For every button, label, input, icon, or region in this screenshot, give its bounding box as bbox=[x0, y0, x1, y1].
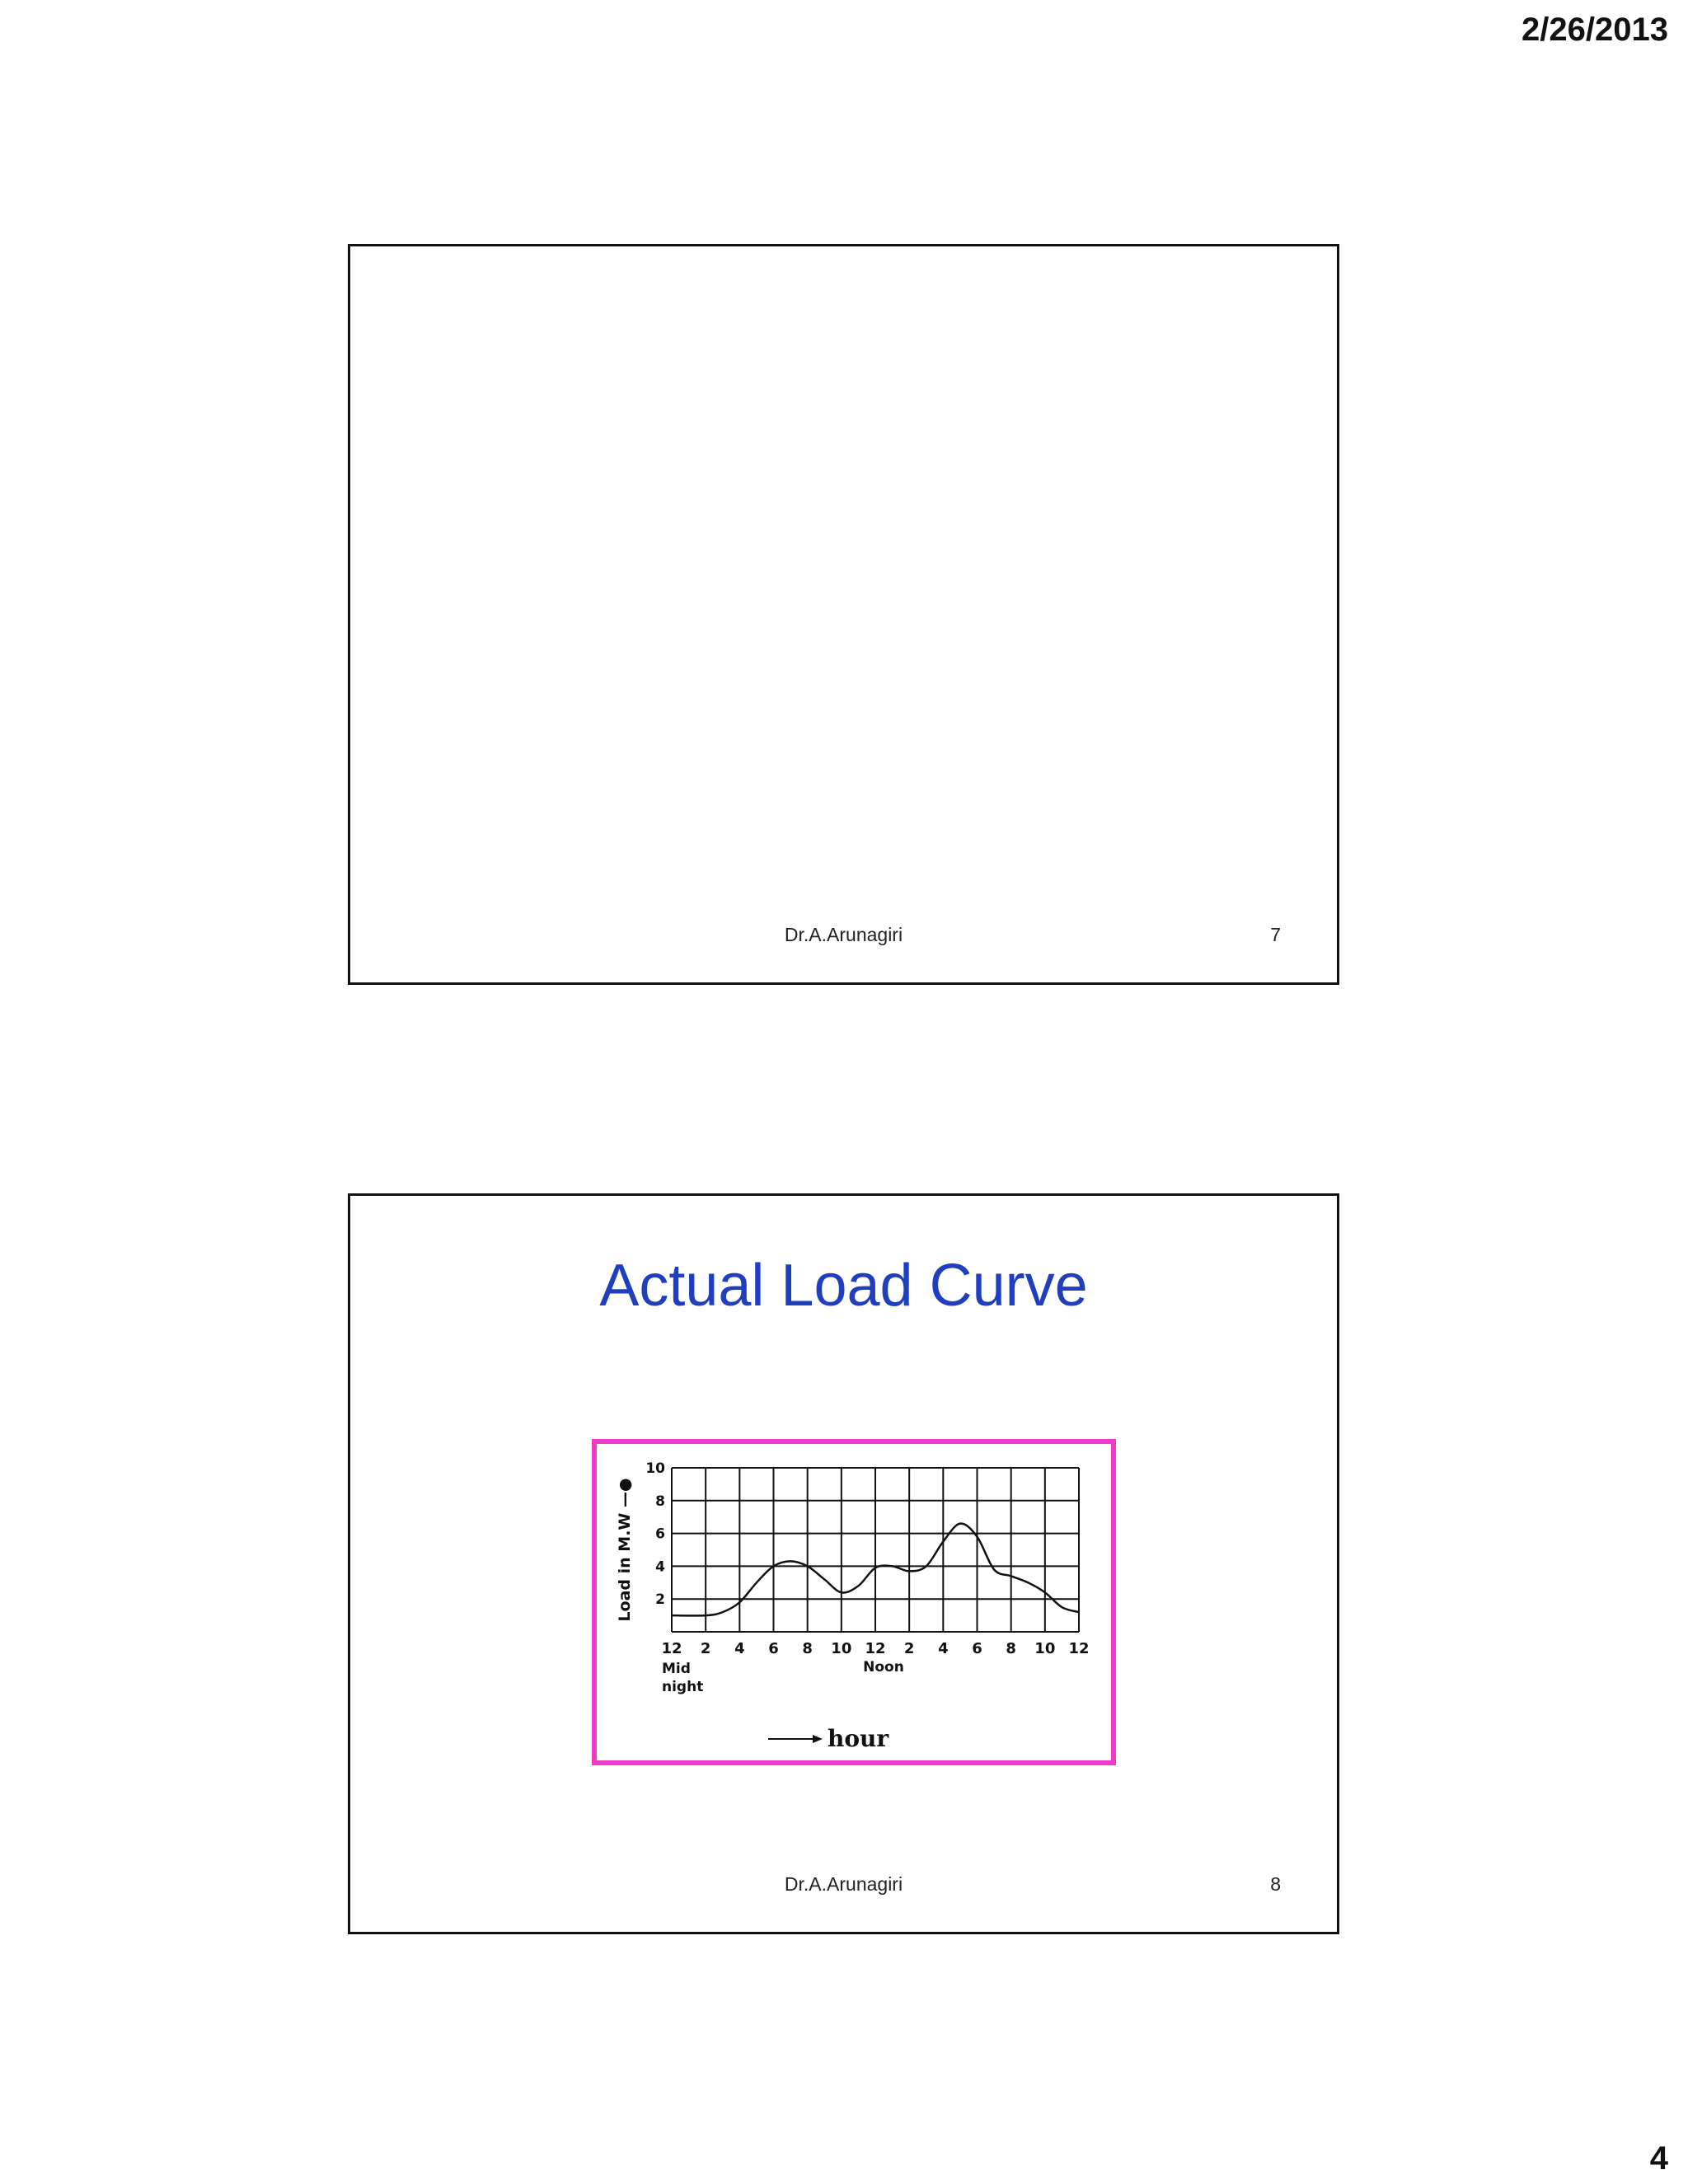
y-tick-label: 4 bbox=[655, 1558, 665, 1576]
x-tick-note-midnight-1: Mid bbox=[662, 1661, 691, 1677]
slide-footer-author: Dr.A.Arunagiri bbox=[784, 1873, 903, 1895]
y-tick-label: 8 bbox=[655, 1493, 665, 1510]
load-curve-chart bbox=[597, 1444, 1111, 1760]
x-tick-label: 4 bbox=[734, 1640, 745, 1657]
x-tick-label: 12 bbox=[661, 1640, 682, 1657]
slide-number: 8 bbox=[1270, 1873, 1281, 1895]
x-tick-label: 4 bbox=[938, 1640, 949, 1657]
y-axis-label: Load in M.W —● bbox=[616, 1478, 634, 1622]
slide-7 bbox=[348, 244, 1339, 985]
x-tick-note-midnight-2: night bbox=[662, 1679, 704, 1695]
slide-title: Actual Load Curve bbox=[599, 1253, 1088, 1319]
load-curve-figure bbox=[592, 1439, 1116, 1765]
header-date: 2/26/2013 bbox=[1522, 12, 1668, 48]
y-tick-label: 10 bbox=[645, 1460, 665, 1477]
y-tick-label: 6 bbox=[655, 1526, 665, 1543]
x-tick-label: 12 bbox=[1068, 1640, 1090, 1657]
x-tick-label: 8 bbox=[802, 1640, 813, 1657]
x-tick-label: 12 bbox=[865, 1640, 886, 1657]
x-tick-label: 8 bbox=[1006, 1640, 1016, 1657]
x-tick-note-noon: Noon bbox=[863, 1659, 904, 1675]
slide-8 bbox=[348, 1193, 1339, 1934]
x-tick-label: 10 bbox=[831, 1640, 852, 1657]
slide-footer-author: Dr.A.Arunagiri bbox=[784, 924, 903, 945]
x-tick-label: 6 bbox=[768, 1640, 779, 1657]
page-number: 4 bbox=[1649, 2140, 1668, 2177]
x-tick-label: 6 bbox=[972, 1640, 982, 1657]
x-tick-label: 2 bbox=[700, 1640, 711, 1657]
x-tick-label: 2 bbox=[903, 1640, 915, 1657]
x-axis-label: hour bbox=[828, 1725, 889, 1752]
slide-number: 7 bbox=[1270, 924, 1281, 945]
x-axis-arrow-head bbox=[813, 1735, 823, 1743]
y-tick-label: 2 bbox=[655, 1591, 665, 1609]
x-tick-label: 10 bbox=[1034, 1640, 1056, 1657]
